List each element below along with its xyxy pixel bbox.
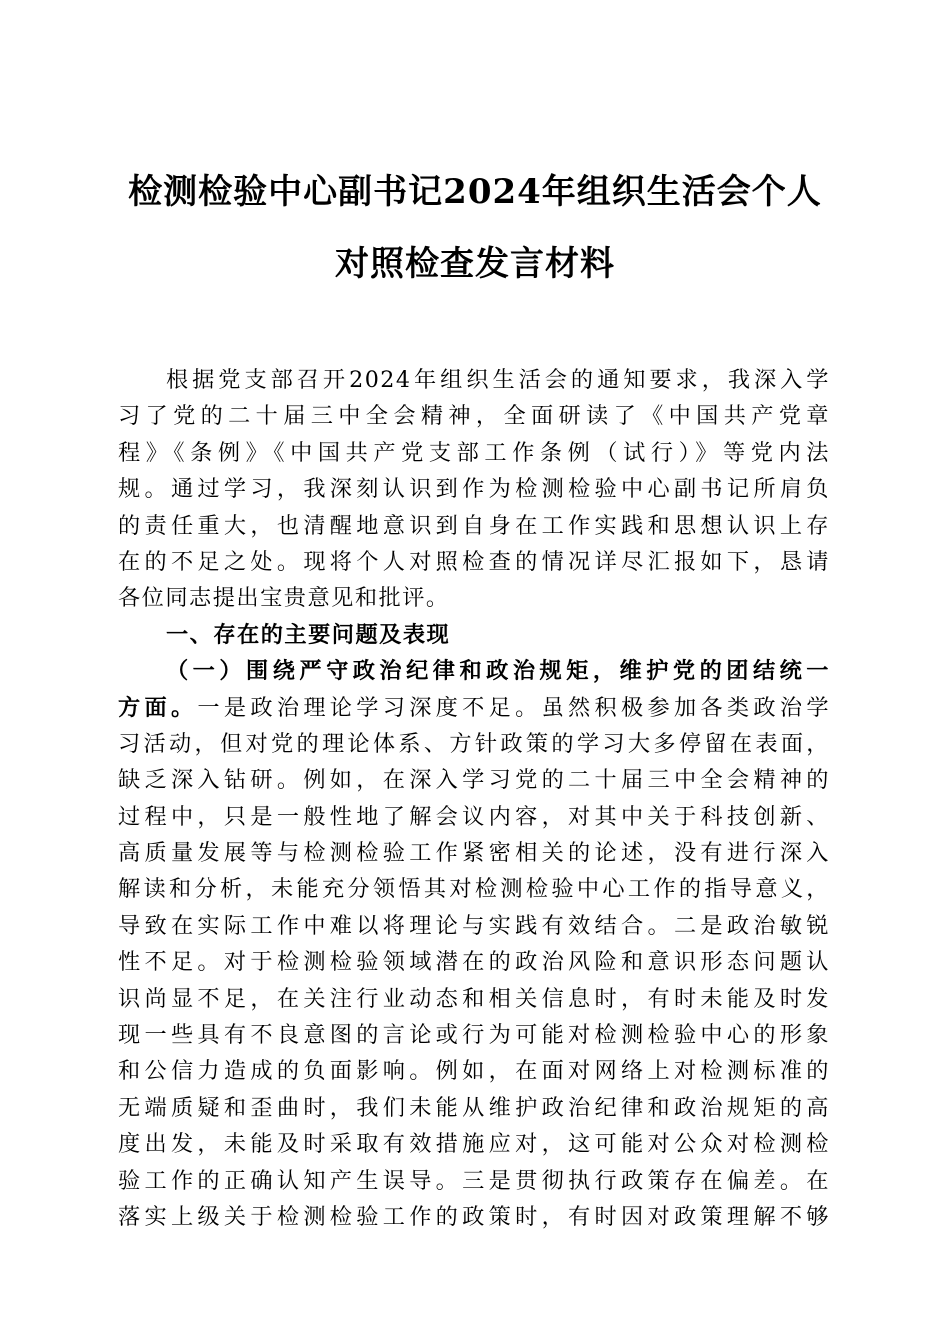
body-line: 现一些具有不良意图的言论或行为可能对检测检验中心的形象 (118, 1022, 830, 1049)
body-line: 导致在实际工作中难以将理论与实践有效结合。二是政治敏锐 (118, 912, 830, 939)
intro-line: 在的不足之处。现将个人对照检查的情况详尽汇报如下，恳请 (118, 548, 830, 575)
body-line: 缺乏深入钻研。例如，在深入学习党的二十届三中全会精神的 (118, 767, 830, 794)
body-line: 无端质疑和歪曲时，我们未能从维护政治纪律和政治规矩的高 (118, 1094, 830, 1121)
body-line: 识尚显不足，在关注行业动态和相关信息时，有时未能及时发 (118, 985, 830, 1012)
subsection-text: 一是政治理论学习深度不足。虽然积极参加各类政治学 (197, 694, 831, 721)
body-line: 解读和分析，未能充分领悟其对检测检验中心工作的指导意义， (118, 876, 830, 903)
body-line: 高质量发展等与检测检验工作紧密相关的论述，没有进行深入 (118, 840, 830, 867)
intro-line: 程》《条例》《中国共产党支部工作条例（试行）》等党内法 (118, 439, 830, 466)
document-title-line-2: 对照检查发言材料 (335, 244, 615, 284)
body-line: 和公信力造成的负面影响。例如，在面对网络上对检测标准的 (118, 1058, 830, 1085)
body-line: 习活动，但对党的理论体系、方针政策的学习大多停留在表面， (118, 730, 830, 757)
body-line: 度出发，未能及时采取有效措施应对，这可能对公众对检测检 (118, 1131, 830, 1158)
intro-line: 根据党支部召开2024年组织生活会的通知要求，我深入学 (166, 367, 830, 393)
intro-line: 规。通过学习，我深刻认识到作为检测检验中心副书记所肩负 (118, 476, 830, 503)
document-title-line-1: 检测检验中心副书记2024年组织生活会个人 (128, 172, 822, 212)
body-line: 落实上级关于检测检验工作的政策时，有时因对政策理解不够 (118, 1203, 830, 1230)
body-line: 过程中，只是一般性地了解会议内容，对其中关于科技创新、 (118, 803, 830, 830)
subsection-heading: （一）围绕严守政治纪律和政治规矩，维护党的团结统一 (166, 658, 830, 685)
intro-line: 各位同志提出宝贵意见和批评。 (118, 585, 450, 612)
subsection-heading-end: 方面。 (118, 694, 198, 721)
document-body (118, 362, 830, 1235)
body-line: 性不足。对于检测检验领域潜在的政治风险和意识形态问题认 (118, 949, 830, 976)
body-line: 验工作的正确认知产生误导。三是贯彻执行政策存在偏差。在 (118, 1167, 830, 1194)
section-heading: 一、存在的主要问题及表现 (166, 621, 451, 648)
intro-line: 习了党的二十届三中全会精神，全面研读了《中国共产党章 (118, 403, 830, 430)
intro-line: 的责任重大，也清醒地意识到自身在工作实践和思想认识上存 (118, 512, 830, 539)
subsection-line-mixed (118, 690, 830, 726)
